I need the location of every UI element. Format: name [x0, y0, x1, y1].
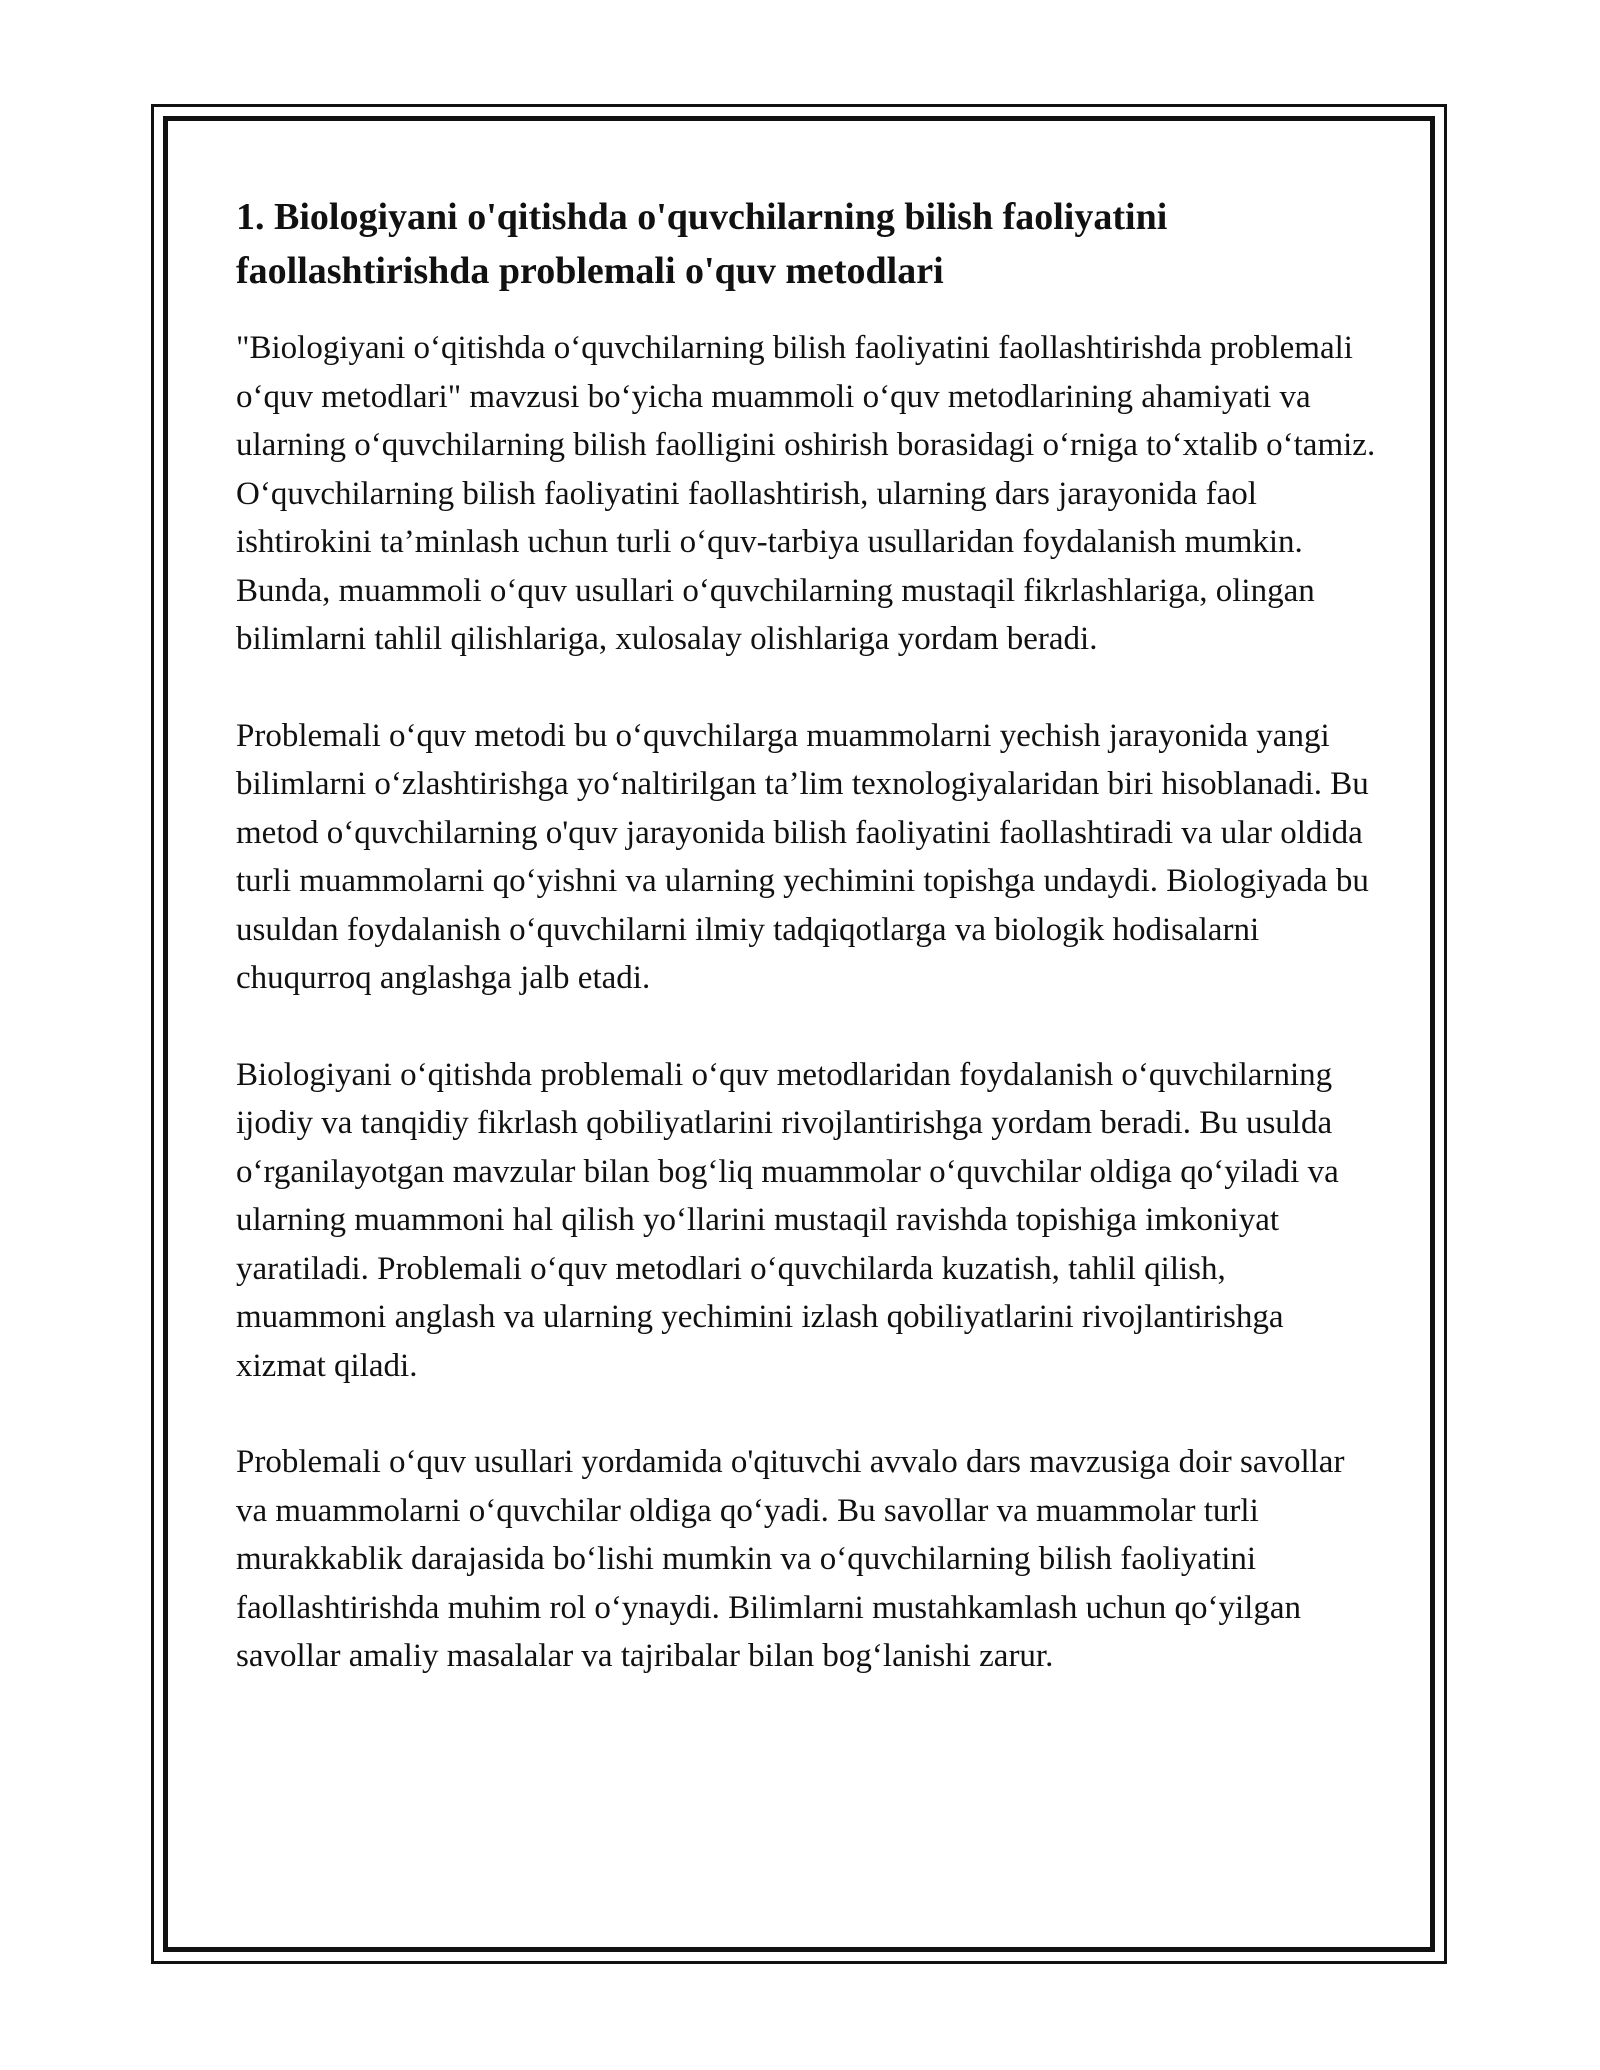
section-heading: 1. Biologiyani o'qitishda o'quvchilarning bilish faoliyatini faollashtirishda problemali o'quv metodlari — [236, 196, 1168, 292]
paragraph-2: Problemali oʻquv metodi bu oʻquvchilarga muammolarni yechish jarayonida yangi bilimlarni oʻzlashtirishga yoʻnaltirilgan ta’lim texnologiyalaridan biri hisoblanadi. Bu metod oʻquvchilarning o'quv jarayonida bilish faoliyatini faollashtiradi va ular oldida turli muammolarni qoʻyishni va ularning yechimini topishga undaydi. Biologiyada bu usuldan foydalanish oʻquvchilarni ilmiy tadqiqotlarga va biologik hodisalarni chuqurroq anglashga jalb etadi. — [236, 717, 1369, 996]
paragraph-3: Biologiyani oʻqitishda problemali oʻquv metodlaridan foydalanish oʻquvchilarning ijodiy va tanqidiy fikrlash qobiliyatlarini rivojlantirishga yordam beradi. Bu usulda oʻrganilayotgan mavzular bilan bogʻliq muammolar oʻquvchilar oldiga qoʻyiladi va ularning muammoni hal qilish yoʻllarini mustaqil ravishda topishiga imkoniyat yaratiladi. Problemali oʻquv metodlari oʻquvchilarda kuzatish, tahlil qilish, muammoni anglash va ularning yechimini izlash qobiliyatlarini rivojlantirishga xizmat qiladi. — [236, 1056, 1339, 1384]
paragraph-1: "Biologiyani oʻqitishda oʻquvchilarning bilish faoliyatini faollashtirishda problemali oʻquv metodlari" mavzusi boʻyicha muammoli oʻquv metodlarining ahamiyati va ularning oʻquvchilarning bilish faolligini oshirish borasidagi oʻrniga toʻxtalib oʻtamiz. Oʻquvchilarning bilish faoliyatini faollashtirish, ularning dars jarayonida faol ishtirokini ta’minlash uchun turli oʻquv-tarbiya usullaridan foydalanish mumkin. Bunda, muammoli oʻquv usullari oʻquvchilarning mustaqil fikrlashlariga, olingan bilimlarni tahlil qilishlariga, xulosalay olishlariga yordam beradi. — [236, 330, 1376, 657]
paragraph-4: Problemali oʻquv usullari yordamida o'qituvchi avvalo dars mavzusiga doir savollar va muammolarni oʻquvchilar oldiga qoʻyadi. Bu savollar va muammolar turli murakkablik darajasida boʻlishi mumkin va oʻquvchilarning bilish faoliyatini faollashtirishda muhim rol oʻynaydi. Bilimlarni mustahkamlash uchun qoʻyilgan savollar amaliy masalalar va tajribalar bilan bogʻlanishi zarur. — [236, 1444, 1345, 1674]
document-body — [236, 190, 1376, 1729]
